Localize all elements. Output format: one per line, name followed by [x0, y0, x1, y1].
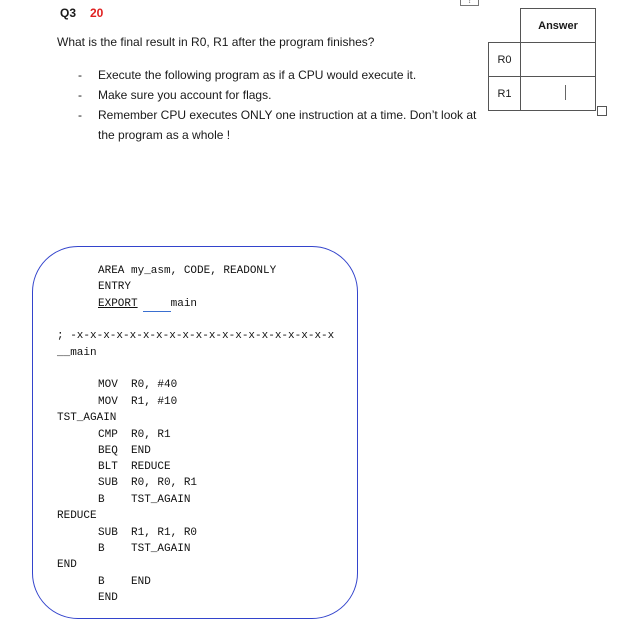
- code-line: SUB R0, R0, R1: [98, 477, 198, 489]
- code-line: BEQ END: [98, 445, 151, 457]
- code-entry: ENTRY: [98, 281, 132, 293]
- instruction-list: [78, 66, 478, 145]
- code-area-line: AREA my_asm, CODE, READONLY: [98, 265, 277, 277]
- register-label: R0: [489, 43, 521, 77]
- code-line: MOV R1, #10: [98, 396, 178, 408]
- code-label: REDUCE: [57, 510, 97, 522]
- code-line: CMP R0, R1: [98, 429, 171, 441]
- answer-table: [488, 8, 596, 111]
- answer-row: [489, 43, 596, 77]
- collapse-arrow-icon[interactable]: ↕: [460, 0, 479, 6]
- question-prompt-text: What is the final result in R0, R1 after the program finishes?: [57, 35, 375, 49]
- checkbox-icon[interactable]: [597, 106, 607, 116]
- code-line: B TST_AGAIN: [98, 543, 191, 555]
- register-label: R1: [489, 77, 521, 111]
- code-export-line: [98, 298, 197, 311]
- code-export-keyword: EXPORT: [98, 298, 138, 310]
- code-line: SUB R1, R1, R0: [98, 527, 198, 539]
- question-prompt: [57, 35, 374, 49]
- code-line: B END: [98, 576, 151, 588]
- code-label: END: [57, 559, 77, 571]
- instruction-item: - Make sure you account for flags.: [78, 86, 478, 106]
- code-export-symbol: main: [170, 298, 198, 310]
- answer-header-row: [489, 9, 596, 43]
- code-line: B TST_AGAIN: [98, 494, 191, 506]
- code-line: BLT REDUCE: [98, 461, 171, 473]
- answer-row: [489, 77, 596, 111]
- instruction-item: - Remember CPU executes ONLY one instruction at a time. Don’t look at the program as a whole !: [78, 106, 478, 145]
- r1-answer-cell[interactable]: [521, 77, 596, 111]
- question-points: 20: [90, 6, 104, 20]
- question-number: Q3: [60, 6, 77, 20]
- text-cursor: [565, 85, 566, 100]
- answer-header: Answer: [521, 9, 596, 43]
- export-underline: [143, 311, 171, 312]
- code-main-label: __main: [57, 347, 97, 359]
- instruction-item: - Execute the following program as if a CPU would execute it.: [78, 66, 478, 86]
- code-end-directive: END: [98, 592, 118, 604]
- code-line: MOV R0, #40: [98, 379, 178, 391]
- r0-answer-cell[interactable]: [521, 43, 596, 77]
- code-separator: ; -x-x-x-x-x-x-x-x-x-x-x-x-x-x-x-x-x-x-x-x: [57, 330, 335, 342]
- code-label: TST_AGAIN: [57, 412, 117, 424]
